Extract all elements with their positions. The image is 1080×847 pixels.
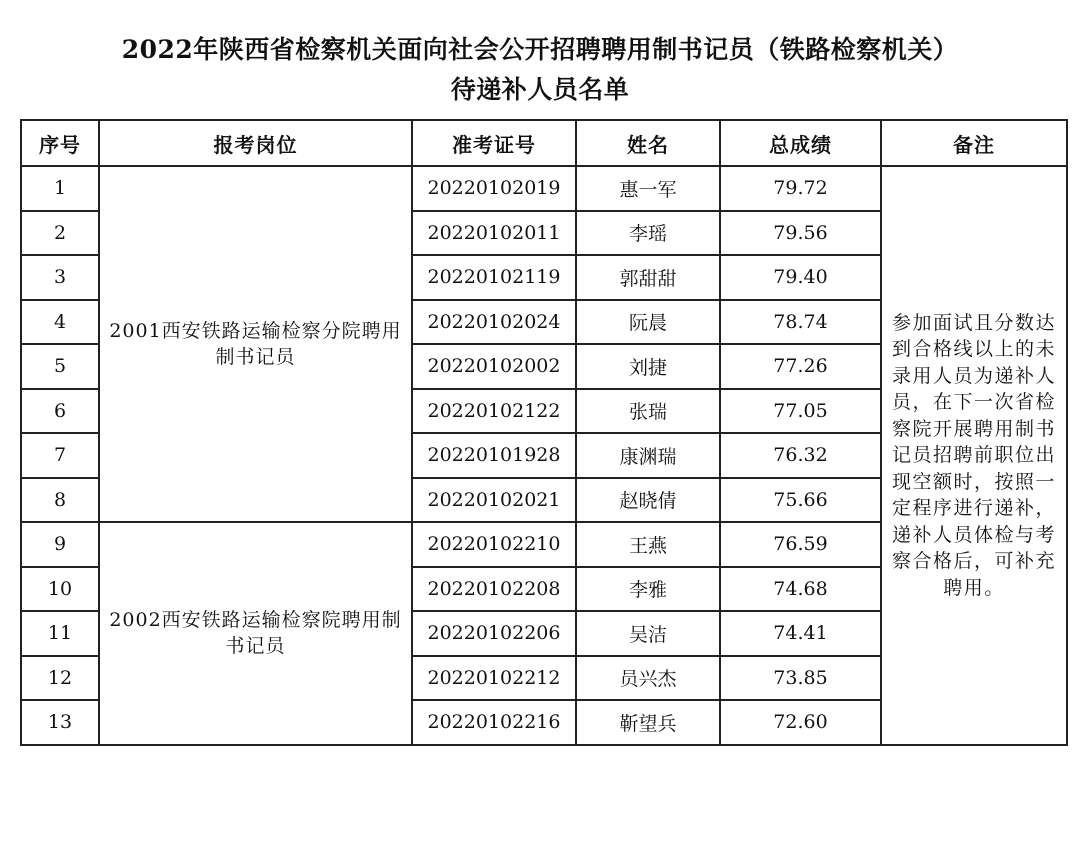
row-seq: 11 [21, 611, 99, 656]
row-seq: 10 [21, 567, 99, 612]
table-row [21, 166, 1067, 211]
row-score: 75.66 [720, 478, 881, 523]
row-seq: 2 [21, 211, 99, 256]
row-seq: 5 [21, 344, 99, 389]
row-score: 77.26 [720, 344, 881, 389]
row-exam-id: 20220102206 [412, 611, 576, 656]
remark-cell: 参加面试且分数达到合格线以上的未录用人员为递补人员，在下一次省检察院开展聘用制书记员招聘前职位出现空额时，按照一定程序进行递补，递补人员体检与考察合格后，可补充聘用。 [881, 166, 1067, 745]
row-score: 74.41 [720, 611, 881, 656]
row-score: 79.56 [720, 211, 881, 256]
row-name: 刘捷 [576, 344, 720, 389]
row-seq: 4 [21, 300, 99, 345]
title-line-1: 2022年陕西省检察机关面向社会公开招聘聘用制书记员（铁路检察机关） [121, 35, 959, 64]
title-line-2: 待递补人员名单 [450, 75, 630, 104]
row-name: 靳望兵 [576, 700, 720, 745]
row-exam-id: 20220102216 [412, 700, 576, 745]
row-name: 李雅 [576, 567, 720, 612]
row-score: 79.72 [720, 166, 881, 211]
row-seq: 6 [21, 389, 99, 434]
header-position: 报考岗位 [99, 120, 412, 166]
row-name: 李瑶 [576, 211, 720, 256]
row-name: 赵晓倩 [576, 478, 720, 523]
candidate-table [20, 119, 1068, 746]
row-exam-id: 20220102122 [412, 389, 576, 434]
row-name: 郭甜甜 [576, 255, 720, 300]
row-name: 阮晨 [576, 300, 720, 345]
row-name: 吴洁 [576, 611, 720, 656]
row-seq: 3 [21, 255, 99, 300]
table-body [21, 166, 1067, 745]
document-title [0, 30, 1080, 110]
row-exam-id: 20220102021 [412, 478, 576, 523]
row-name: 王燕 [576, 522, 720, 567]
header-name: 姓名 [576, 120, 720, 166]
row-score: 74.68 [720, 567, 881, 612]
row-score: 72.60 [720, 700, 881, 745]
position-cell: 2002西安铁路运输检察院聘用制书记员 [99, 522, 412, 745]
row-name: 员兴杰 [576, 656, 720, 701]
row-seq: 8 [21, 478, 99, 523]
row-seq: 1 [21, 166, 99, 211]
row-name: 康渊瑞 [576, 433, 720, 478]
row-exam-id: 20220102011 [412, 211, 576, 256]
row-score: 79.40 [720, 255, 881, 300]
row-name: 惠一军 [576, 166, 720, 211]
row-seq: 9 [21, 522, 99, 567]
header-remark: 备注 [881, 120, 1067, 166]
row-exam-id: 20220102210 [412, 522, 576, 567]
row-exam-id: 20220102002 [412, 344, 576, 389]
header-exam-id: 准考证号 [412, 120, 576, 166]
header-seq: 序号 [21, 120, 99, 166]
row-score: 77.05 [720, 389, 881, 434]
row-score: 76.59 [720, 522, 881, 567]
row-seq: 12 [21, 656, 99, 701]
row-exam-id: 20220102208 [412, 567, 576, 612]
row-exam-id: 20220102119 [412, 255, 576, 300]
header-score: 总成绩 [720, 120, 881, 166]
row-exam-id: 20220102212 [412, 656, 576, 701]
row-score: 76.32 [720, 433, 881, 478]
table-header-row [21, 120, 1067, 166]
row-name: 张瑞 [576, 389, 720, 434]
row-exam-id: 20220101928 [412, 433, 576, 478]
position-cell: 2001西安铁路运输检察分院聘用制书记员 [99, 166, 412, 522]
row-seq: 7 [21, 433, 99, 478]
row-seq: 13 [21, 700, 99, 745]
row-exam-id: 20220102019 [412, 166, 576, 211]
row-exam-id: 20220102024 [412, 300, 576, 345]
row-score: 78.74 [720, 300, 881, 345]
row-score: 73.85 [720, 656, 881, 701]
